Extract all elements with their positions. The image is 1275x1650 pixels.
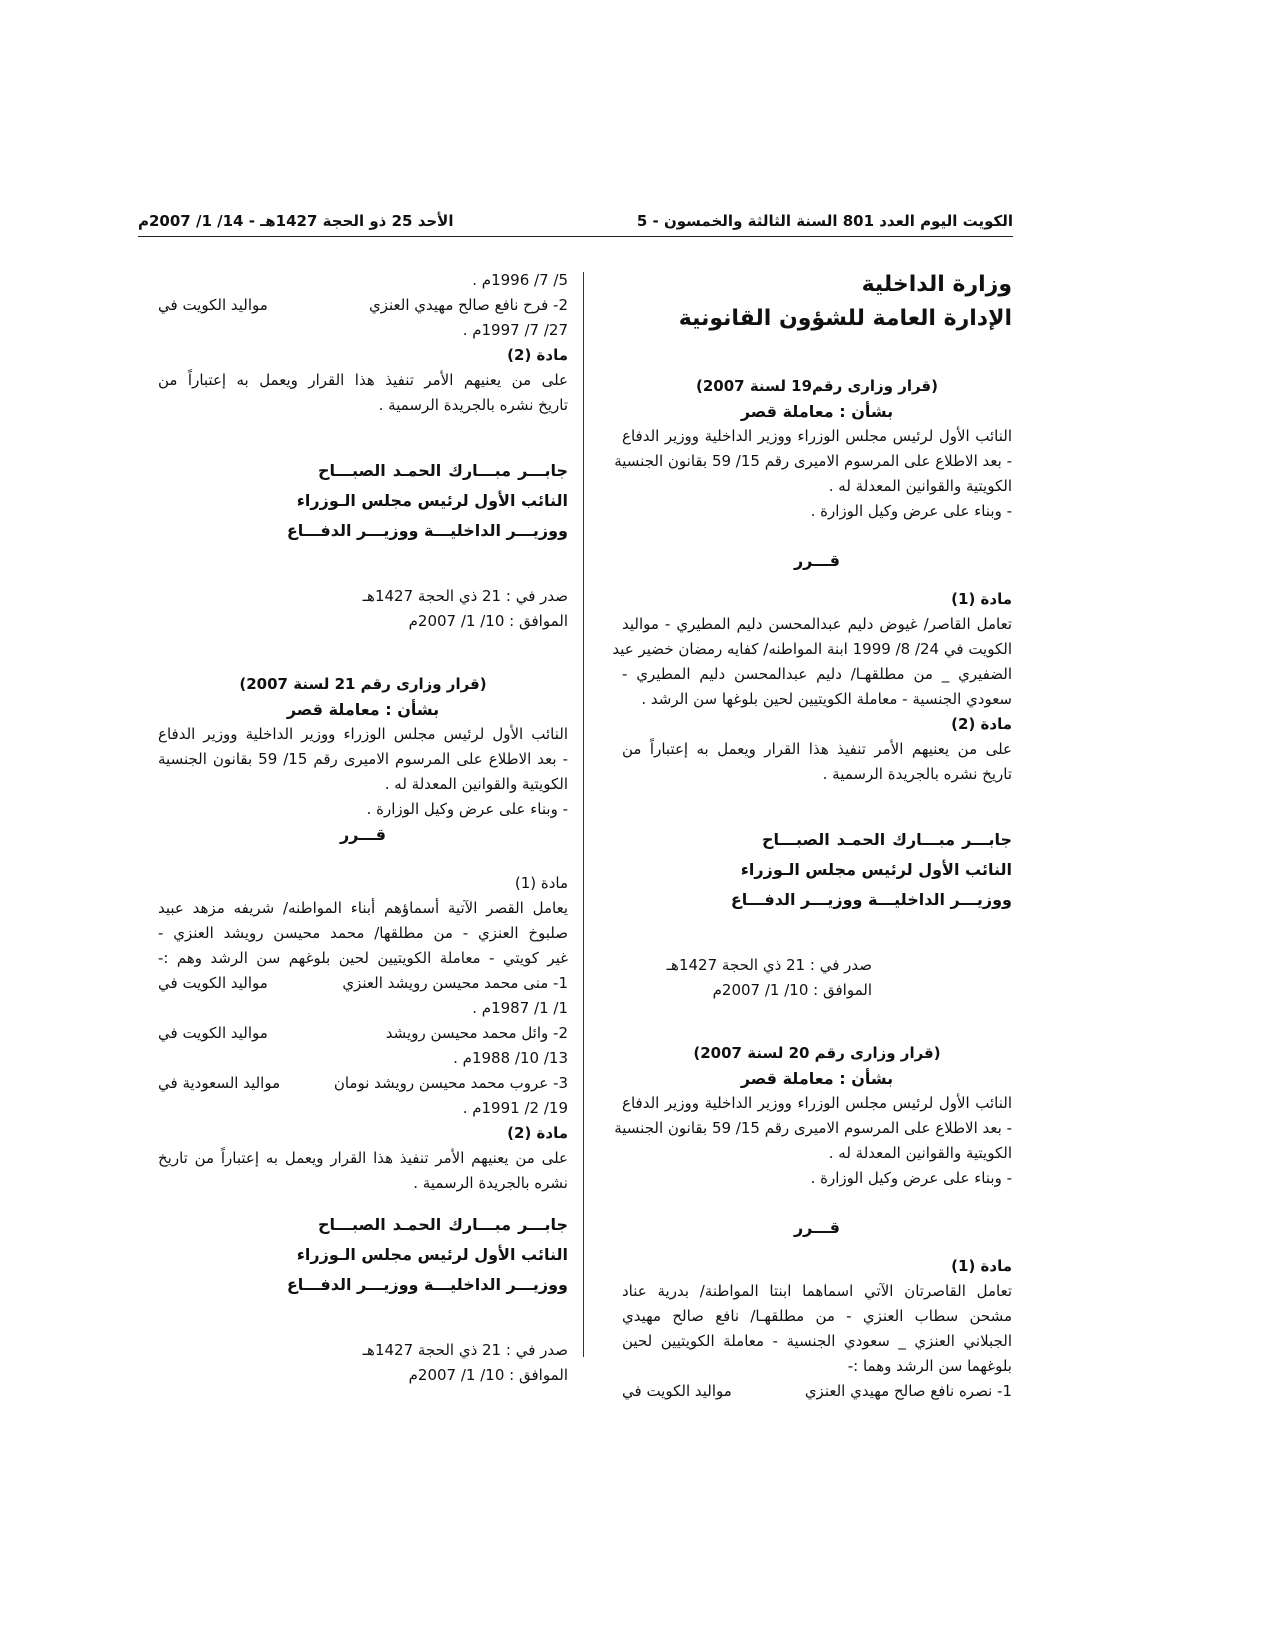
- issued-date: صدر في : 21 ذي الحجة 1427هـ: [362, 587, 568, 605]
- decree-19-subject: بشأن : معاملة قصر: [740, 402, 894, 421]
- decides-heading: قـــرر: [339, 825, 387, 844]
- decree-19: [612, 374, 1012, 1003]
- column-divider: [583, 272, 584, 1357]
- article-line: تاريخ نشره بالجريدة الرسمية .: [378, 396, 568, 414]
- article-line: يعامل القصر الآتية أسماؤهم أبناء المواطنه/ شريفه مزهد عبيد: [158, 899, 568, 917]
- signature-name: جابـــر مبـــارك الحمـد الصبـــاح: [318, 1215, 568, 1234]
- preamble-line: النائب الأول لرئيس مجلس الوزراء ووزير الداخلية ووزير الدفاع: [622, 427, 1012, 445]
- header-issue-info: الكويت اليوم العدد 801 السنة الثالثة والخمسون - 5: [636, 212, 1013, 230]
- signature-title: النائب الأول لرئيس مجلس الـوزراء: [296, 491, 568, 510]
- article-line: مشحن سطاب العنزي - من مطلقهـا/ نافع صالح مهيدي: [622, 1307, 1012, 1325]
- article-2-label: مادة (2): [507, 1124, 568, 1142]
- article-1-label: مادة (1): [951, 1257, 1012, 1275]
- article-line: تاريخ نشره بالجريدة الرسمية .: [822, 765, 1012, 783]
- minor-birthdate: 19/ 2/ 1991م .: [462, 1099, 568, 1117]
- preamble-line: الكويتية والقوانين المعدلة له .: [384, 775, 568, 793]
- article-line: غير كويتي - معاملة الكويتيين لحين بلوغهم سن الرشد وهم :-: [158, 949, 568, 967]
- decree-19-title: (قرار وزارى رقم19 لسنة 2007): [696, 377, 938, 395]
- preamble-line: - بعد الاطلاع على المرسوم الاميرى رقم 15/ 59 بقانون الجنسية: [614, 1119, 1012, 1137]
- minor-birthplace: مواليد الكويت في: [158, 1024, 268, 1042]
- header-date: الأحد 25 ذو الحجة 1427هـ - 14/ 1/ 2007م: [138, 212, 454, 230]
- signature-title: ووزيـــر الداخليـــة ووزيـــر الدفـــاع: [286, 521, 568, 540]
- minor-entry: [622, 1379, 1012, 1404]
- right-column: [612, 268, 1012, 1404]
- running-header: [138, 212, 1013, 237]
- signature-name: جابـــر مبـــارك الحمـد الصبـــاح: [318, 461, 568, 480]
- signature-name: جابـــر مبـــارك الحمـد الصبـــاح: [762, 830, 1012, 849]
- preamble-line: الكويتية والقوانين المعدلة له .: [828, 477, 1012, 495]
- article-line: بلوغهما سن الرشد وهما :-: [847, 1357, 1012, 1375]
- article-1-label: مادة (1): [514, 874, 568, 892]
- minor-name: 1- نصره نافع صالح مهيدي العنزي: [804, 1382, 1012, 1400]
- article-line: على من يعنيهم الأمر تنفيذ هذا القرار ويعمل به إعتباراً من: [158, 371, 568, 389]
- preamble-line: - بعد الاطلاع على المرسوم الاميرى رقم 15/ 59 بقانون الجنسية: [158, 750, 568, 768]
- preamble-line: الكويتية والقوانين المعدلة له .: [828, 1144, 1012, 1162]
- minor-name: 3- عروب محمد محيسن رويشد نومان: [333, 1074, 568, 1092]
- decree-20: [614, 1041, 1012, 1404]
- signature-block: [730, 825, 1012, 915]
- minor-name: 1- منى محمد محيسن رويشد العنزي: [342, 974, 568, 992]
- article-line: صلبوخ العنزي - من مطلقها/ محمد محيسن رويشد العنزي -: [158, 924, 568, 942]
- minor-birthdate: 27/ 7/ 1997م .: [462, 321, 568, 339]
- signature-block: [286, 456, 568, 546]
- minor-birthplace: مواليد الكويت في: [622, 1382, 732, 1400]
- corresponding-date: الموافق : 10/ 1/ 2007م: [408, 1366, 568, 1384]
- preamble-line: - وبناء على عرض وكيل الوزارة .: [366, 800, 568, 818]
- minor-birthdate: 1/ 1/ 1987م .: [472, 999, 568, 1017]
- minor-birthplace: مواليد الكويت في: [158, 974, 268, 992]
- left-column: [158, 268, 568, 1388]
- preamble-line: النائب الأول لرئيس مجلس الوزراء ووزير الداخلية ووزير الدفاع: [158, 725, 568, 743]
- department-title: الإدارة العامة للشؤون القانونية: [678, 306, 1012, 331]
- preamble-line: - وبناء على عرض وكيل الوزارة .: [810, 502, 1012, 520]
- signature-block: [286, 1210, 568, 1300]
- preamble-line: - وبناء على عرض وكيل الوزارة .: [810, 1169, 1012, 1187]
- article-line: سعودي الجنسية - معاملة الكويتيين لحين بلوغها سن الرشد .: [641, 690, 1012, 708]
- minor-name: 2- وائل محمد محيسن رويشد: [385, 1024, 568, 1042]
- minor-birthplace: مواليد السعودية في: [158, 1074, 281, 1092]
- article-line: نشره بالجريدة الرسمية .: [413, 1174, 568, 1192]
- minor-birthdate: 5/ 7/ 1996م .: [472, 271, 568, 289]
- issued-date: صدر في : 21 ذي الحجة 1427هـ: [362, 1341, 568, 1359]
- corresponding-date: الموافق : 10/ 1/ 2007م: [408, 612, 568, 630]
- signature-title: النائب الأول لرئيس مجلس الـوزراء: [296, 1245, 568, 1264]
- article-line: على من يعنيهم الأمر تنفيذ هذا القرار ويعمل به إعتباراً من: [622, 740, 1012, 758]
- minor-birthdate: 13/ 10/ 1988م .: [453, 1049, 568, 1067]
- minor-entry: [158, 1071, 568, 1096]
- article-line: على من يعنيهم الأمر تنفيذ هذا القرار ويعمل به إعتباراً من تاريخ: [158, 1149, 568, 1167]
- article-1-label: مادة (1): [951, 590, 1012, 608]
- article-2-label: مادة (2): [507, 346, 568, 364]
- article-line: الكويت في 24/ 8/ 1999 ابنة المواطنه/ كفايه رمضان خضير عيد: [612, 640, 1012, 658]
- corresponding-date: الموافق : 10/ 1/ 2007م: [712, 981, 872, 999]
- decree-21: [158, 672, 568, 1388]
- minor-birthplace: مواليد الكويت في: [158, 296, 268, 314]
- signature-title: ووزيـــر الداخليـــة ووزيـــر الدفـــاع: [286, 1275, 568, 1294]
- preamble-line: - بعد الاطلاع على المرسوم الاميرى رقم 15/ 59 بقانون الجنسية: [614, 452, 1012, 470]
- minor-entry: [158, 1021, 568, 1046]
- minor-name: 2- فرح نافع صالح مهيدي العنزي: [369, 296, 568, 314]
- decree-20-subject: بشأن : معاملة قصر: [740, 1069, 894, 1088]
- ministry-title: وزارة الداخلية: [861, 272, 1012, 297]
- article-line: الجبلاني العنزي _ سعودي الجنسية - معاملة الكويتيين لحين: [622, 1332, 1012, 1350]
- preamble-line: النائب الأول لرئيس مجلس الوزراء ووزير الداخلية ووزير الدفاع: [622, 1094, 1012, 1112]
- minor-entry: [158, 293, 568, 318]
- article-line: الضفيري _ من مطلقهـا/ دليم عبدالمحسن دليم المطيري -: [622, 665, 1012, 683]
- signature-title: النائب الأول لرئيس مجلس الـوزراء: [740, 860, 1012, 879]
- signature-title: ووزيـــر الداخليـــة ووزيـــر الدفـــاع: [730, 890, 1012, 909]
- decree-21-subject: بشأن : معاملة قصر: [286, 700, 440, 719]
- decree-20-title: (قرار وزارى رقم 20 لسنة 2007): [693, 1044, 941, 1062]
- minor-entry: [158, 971, 568, 996]
- article-2-label: مادة (2): [951, 715, 1012, 733]
- article-line: تعامل القاصر/ غيوض دليم عبدالمحسن دليم المطيري - مواليد: [622, 615, 1012, 633]
- decides-heading: قـــرر: [793, 1218, 841, 1237]
- article-line: تعامل القاصرتان الآتي اسماهما ابنتا المواطنة/ بدرية عناد: [622, 1282, 1012, 1300]
- decides-heading: قـــرر: [793, 551, 841, 570]
- issued-date: صدر في : 21 ذي الحجة 1427هـ: [666, 956, 872, 974]
- decree-21-title: (قرار وزارى رقم 21 لسنة 2007): [239, 675, 487, 693]
